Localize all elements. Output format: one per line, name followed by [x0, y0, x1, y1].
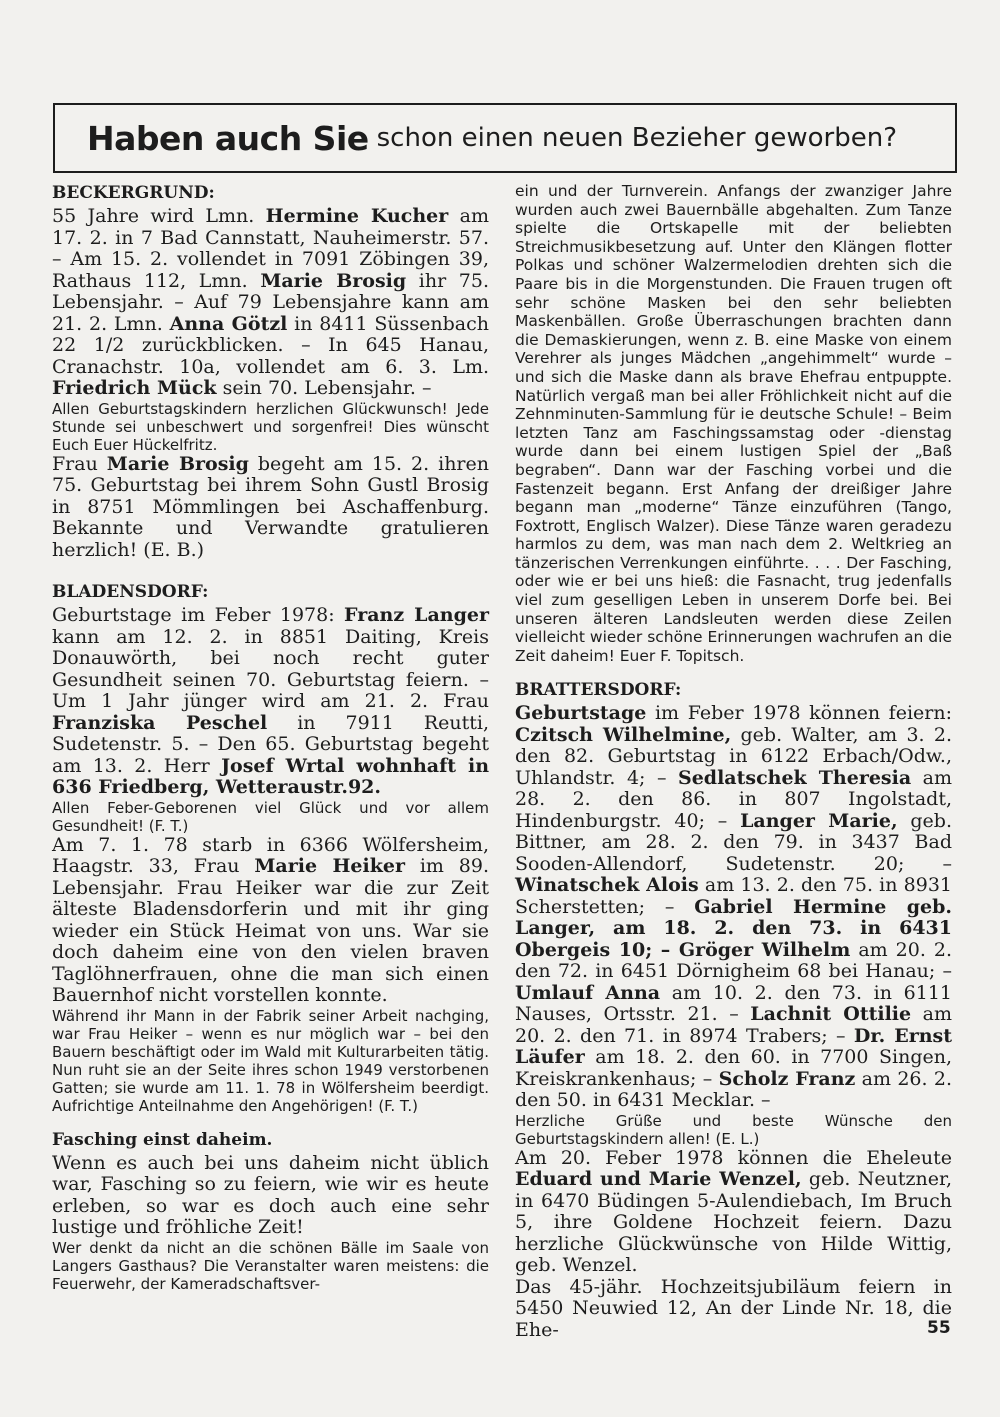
- bladensdorf-paragraph-3: Am 7. 1. 78 starb in 6366 Wölfersheim, Haagstr. 33, Frau Marie Heiker im 89. Lebensjahr. Frau Heiker war die zur Zeit älteste Bladensdorferin und mit ihr ging wieder ein Stück Heimat von uns. War sie doch daheim eine von den vielen braven Taglöhnerfrauen, ohne die man sich einen Bauernhof nicht vorstellen konnte.: [52, 833, 489, 1006]
- section-heading-bladensdorf: BLADENSDORF:: [52, 582, 209, 602]
- page-number: 55: [927, 1318, 951, 1338]
- bladensdorf-paragraph-4: Während ihr Mann in der Fabrik seiner Arbeit nachging, war Frau Heiker – wenn es nur möglich war – bei den Bauern beschäftigt oder im Wald mit Kulturarbeiten tätig. Nun ruht sie an der Seite ihres schon 1949 verstorbenen Gatten; sie wurde am 11. 1. 78 in Wölfersheim beerdigt. Aufrichtige Anteilnahme den Angehörigen! (F. T.): [52, 1006, 489, 1115]
- banner-bold-text: Haben auch Sie: [87, 118, 369, 158]
- subscription-banner: [53, 103, 957, 173]
- brattersdorf-paragraph-4: Das 45-jähr. Hochzeitsjubiläum feiern in 5450 Neuwied 12, An der Linde Nr. 18, die Ehe-: [515, 1275, 952, 1341]
- fasching-continuation: ein und der Turnverein. Anfangs der zwanziger Jahre wurden auch zwei Bauernbälle abgehalten. Zum Tanze spielte die Ortskapelle mit der beliebten Streichmusikbesetzung auf. Unter den Klängen flotter Polkas und schöner Walzermelodien drehten sich die Paare bis in die Morgenstunden. Die Frauen trugen oft sehr schöne Masken bei den sehr beliebten Maskenbällen. Große Überraschungen brachten dann die Demaskierungen, wenn z. B. eine Maske von einem Verehrer als junges Mädchen „angehimmelt“ wurde – und sich die Maske dann als brave Ehefrau entpuppte. Natürlich vergaß man bei aller Fröhlichkeit nicht auf die Zehnminuten-Sammlung für ie deutsche Schule! – Beim letzten Tanz am Faschingssamstag oder -dienstag wurde dann bei einem lustigen Spiel der „Baß begraben“. Dann war der Fasching vorbei und die Fastenzeit begann. Erst Anfang der dreißiger Jahre begann man „moderne“ Tänze einzuführen (Tango, Foxtrott, Englisch Walzer). Diese Tänze waren geradezu harmlos zu dem, was man nach dem 2. Weltkrieg an tänzerischen Verrenkungen einführte. . . . Der Fasching, oder wie er bei uns hieß: die Fasnacht, trug jedenfalls viel zum geselligen Leben in unserem Dorfe bei. Bei unseren älteren Landsleuten werden diese Zeilen vielleicht wieder schöne Erinnerungen wachrufen an die Zeit daheim! Euer F. Topitsch.: [515, 182, 952, 665]
- section-heading-brattersdorf: BRATTERSDORF:: [515, 680, 682, 701]
- brattersdorf-paragraph-2: Herzliche Grüße und beste Wünsche den Geburtstagskindern allen! (E. L.): [515, 1111, 952, 1148]
- right-column: [515, 182, 952, 1341]
- beckergrund-paragraph-1: 55 Jahre wird Lmn. Hermine Kucher am 17. 2. in 7 Bad Cannstatt, Nauheimerstr. 57. – Am 15. 2. vollendet in 7091 Zöbingen 39, Rathaus 112, Lmn. Marie Brosig ihr 75. Lebensjahr. – Auf 79 Lebensjahre kann am 21. 2. Lmn. Anna Götzl in 8411 Süssenbach 22 1/2 zurückblicken. – In 645 Hanau, Cranachstr. 10a, vollendet am 6. 3. Lm. Friedrich Mück sein 70. Lebensjahr. –: [52, 205, 490, 399]
- fasching-paragraph-2: Wer denkt da nicht an die schönen Bälle im Saale von Langers Gasthaus? Die Veranstalter waren meistens: die Feuerwehr, der Kameradschaftsver-: [52, 1238, 489, 1293]
- brattersdorf-paragraph-1: Geburtstage im Feber 1978 können feiern: Czitsch Wilhelmine, geb. Walter, am 3. 2. den 82. Geburtstag in 6122 Erbach/Odw., Uhlandstr. 4; – Sedlatschek Theresia am 28. 2. den 86. in 807 Ingolstadt, Hindenburgstr. 40; – Langer Marie, geb. Bittner, am 28. 2. den 79. in 3437 Bad Sooden-Allendorf, Sudetenstr. 20; – Winatschek Alois am 13. 2. den 75. in 8931 Scherstetten; – Gabriel Hermine geb. Langer, am 18. 2. den 73. in 6431 Obergeis 10; – Gröger Wilhelm am 20. 2. den 72. in 6451 Dörnigheim 68 bei Hanau; – Umlauf Anna am 10. 2. den 73. in 6111 Nauses, Ortsstr. 21. – Lachnit Ottilie am 20. 2. den 71. in 8974 Trabers; – Dr. Ernst Läufer am 18. 2. den 60. in 7700 Singen, Kreiskrankenhaus; – Scholz Franz am 26. 2. den 50. in 6431 Mecklar. –: [515, 702, 953, 1112]
- left-column: [52, 182, 489, 1293]
- bladensdorf-paragraph-2: Allen Feber-Geborenen viel Glück und vor allem Gesundheit! (F. T.): [52, 798, 489, 835]
- fasching-paragraph-1: Wenn es auch bei uns daheim nicht üblich war, Fasching so zu feiern, wie wir es heute erleben, so war es doch auch eine sehr lustige und fröhliche Zeit!: [52, 1151, 489, 1238]
- beckergrund-paragraph-3: Frau Marie Brosig begeht am 15. 2. ihren 75. Geburtstag bei ihrem Sohn Gustl Brosig in 8751 Mömmlingen bei Aschaffenburg. Bekannte und Verwandte gratulieren herzlich! (E. B.): [52, 452, 489, 561]
- bladensdorf-paragraph-1: Geburtstage im Feber 1978: Franz Langer kann am 12. 2. in 8851 Daiting, Kreis Donauwörth, bei noch recht guter Gesundheit seinen 70. Geburtstag feiern. – Um 1 Jahr jünger wird am 21. 2. Frau Franziska Peschel in 7911 Reutti, Sudetenstr. 5. – Den 65. Geburtstag begeht am 13. 2. Herr Josef Wrtal wohnhaft in 636 Friedberg, Wetteraustr.92.: [52, 604, 490, 798]
- beckergrund-paragraph-2: Allen Geburtstagskindern herzlichen Glückwunsch! Jede Stunde sei unbeschwert und sorgenfrei! Dies wünscht Euch Euer Hückelfritz.: [52, 399, 489, 454]
- brattersdorf-paragraph-3: Am 20. Feber 1978 können die Eheleute Eduard und Marie Wenzel, geb. Neutzner, in 6470 Büdingen 5-Aulendiebach, Im Bruch 5, ihre Goldene Hochzeit feiern. Dazu herzliche Glückwünsche von Hilde Wittig, geb. Wenzel.: [515, 1146, 952, 1277]
- section-heading-beckergrund: BECKERGRUND:: [52, 183, 215, 203]
- section-heading-fasching: Fasching einst daheim.: [52, 1129, 273, 1150]
- banner-text: schon einen neuen Bezieher geworben?: [376, 123, 898, 153]
